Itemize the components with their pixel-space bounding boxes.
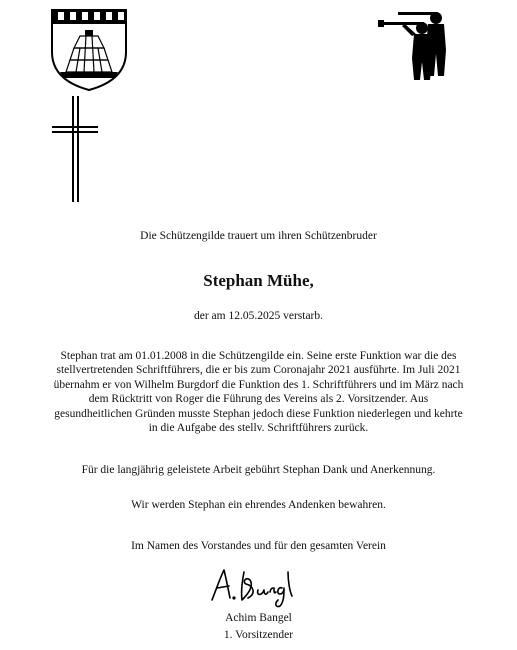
- intro-text: Die Schützengilde trauert um ihren Schützenbruder: [140, 230, 377, 242]
- signer-name: Achim Bangel: [225, 612, 292, 624]
- coat-of-arms-icon: [50, 8, 128, 92]
- biography-paragraph: Stephan trat am 01.01.2008 in die Schützengilde ein. Seine erste Funktion war die des stellvertretenden Schriftführers, die er bis zum Coronajahr 2021 ausführte. Im Juli 2021 übernahm er von Wilhelm Burgdorf die Funktion des 1. Schriftführers und im März nach dem Rücktritt von Roger die Führung des Vereins als 2. Vorsitzender. Aus gesundheitlichen Gründen musste Stephan jedoch diese Funktion niederlegen und kehrte in die Aufgabe des stellv. Schriftführers zurück.: [53, 350, 464, 435]
- cross-icon: [52, 96, 98, 202]
- signer-title: 1. Vorsitzender: [223, 629, 294, 641]
- deceased-name: Stephan Mühe,: [203, 271, 314, 290]
- signature-image: [208, 564, 300, 608]
- shooters-icon: [378, 6, 460, 80]
- remembrance-text: Wir werden Stephan ein ehrendes Andenken bewahren.: [131, 499, 386, 511]
- thanks-text: Für die langjährig geleistete Arbeit gebührt Stephan Dank und Anerkennung.: [81, 464, 436, 476]
- death-date-line: der am 12.05.2025 verstarb.: [193, 310, 324, 322]
- on-behalf-text: Im Namen des Vorstandes und für den gesamten Verein: [131, 540, 386, 552]
